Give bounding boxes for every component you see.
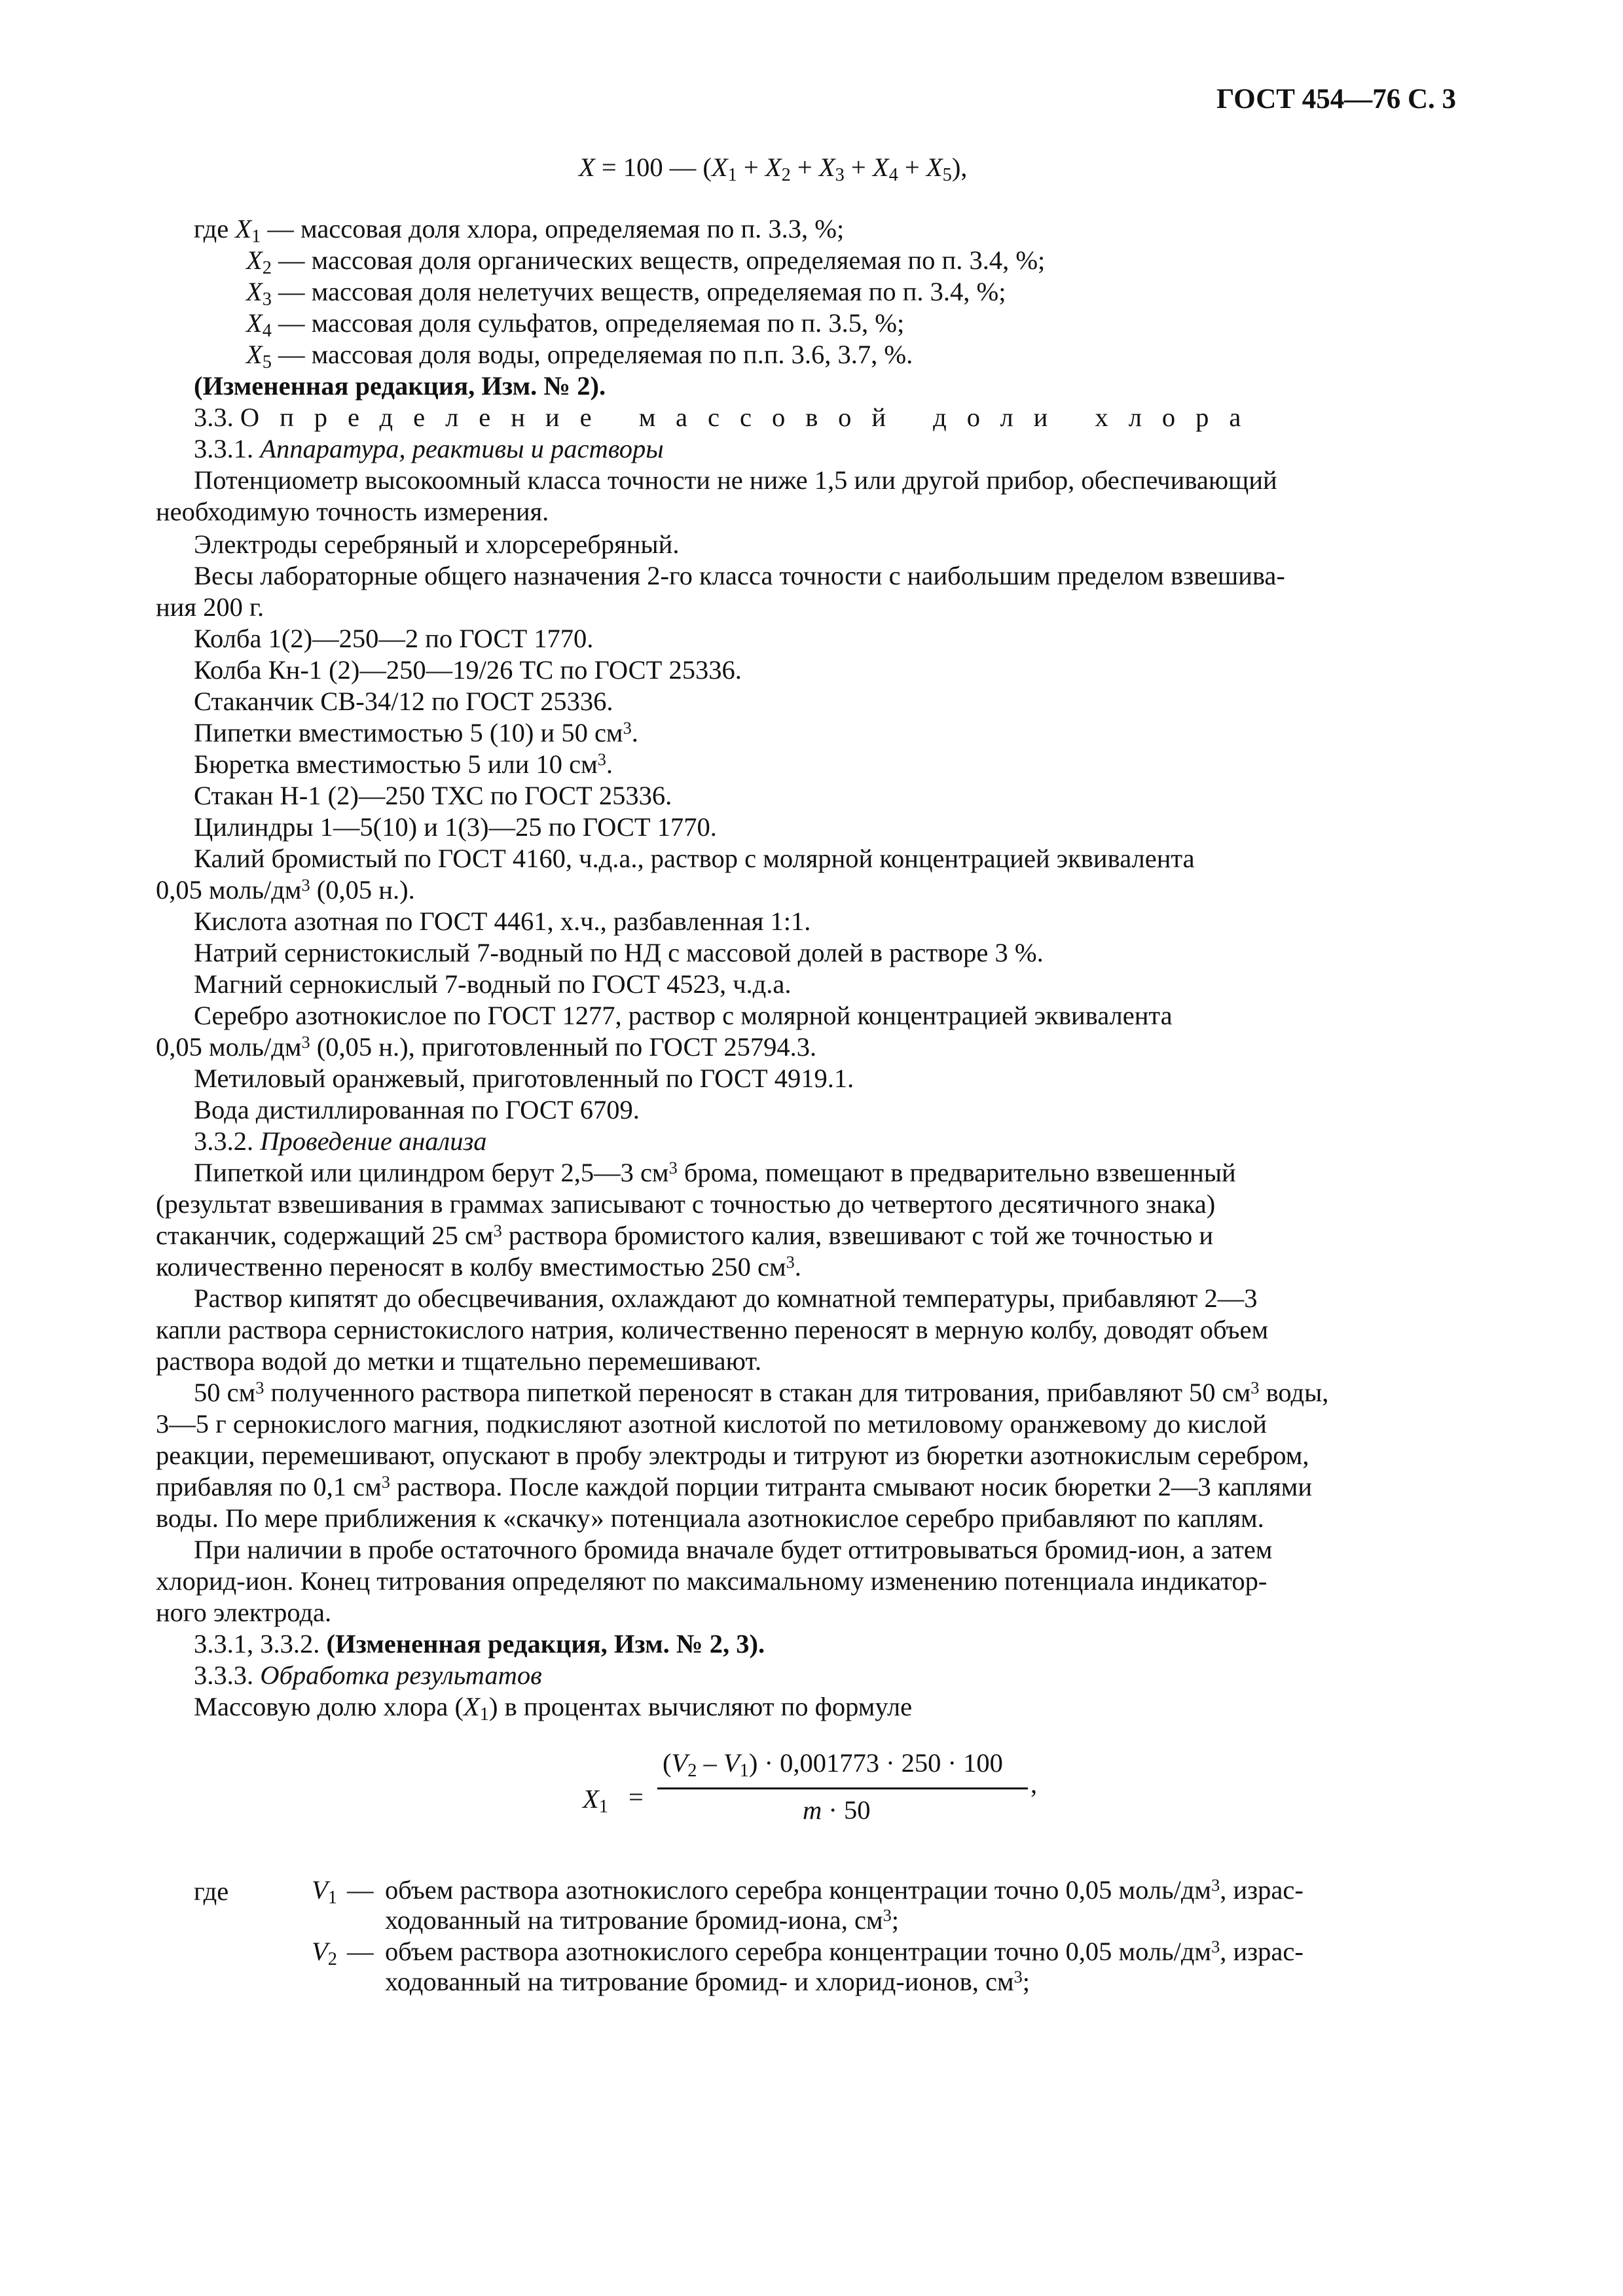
apparatus-line: Стакан Н-1 (2)—250 ТХС по ГОСТ 25336. [194,781,672,810]
analysis-paragraph-line: стаканчик, содержащий 25 $см^3$ раствора бромистого калия, взвешивают с той же точностью и [156,1221,1214,1250]
section-3-3-heading: 3.3. Определение массовой доли хлора [194,403,1262,432]
v1-dash: — [347,1875,374,1905]
v2-definition-line: ходованный на титрование бромид- и хлорид-ионов, $см^3$; [385,1967,1030,1996]
apparatus-line: Метиловый оранжевый, приготовленный по ГОСТ 4919.1. [194,1064,854,1093]
formula-lhs: $X_1$ [583,1784,608,1818]
analysis-paragraph-line: 50 $см^3$ полученного раствора пипеткой переносят в стакан для титрования, прибавляют 50 $см^3$ воды, [194,1378,1329,1407]
formula-equals: = [629,1782,644,1812]
apparatus-line: Весы лабораторные общего назначения 2-го класса точности с наибольшим пределом взвешива- [194,561,1285,590]
apparatus-line: Электроды серебряный и хлорсеребряный. [194,529,680,559]
var-x5-definition: $X_5$ — массовая доля воды, определяемая по п.п. 3.6, 3.7, %. [246,340,913,373]
apparatus-line: 0,05 моль/$дм^3$ (0,05 н.). [156,875,415,905]
analysis-paragraph-line: прибавляя по 0,1 $см^3$ раствора. После каждой порции титранта смывают носик бюретки 2—3 каплями [156,1472,1313,1501]
page-header: ГОСТ 454—76 С. 3 [1216,84,1456,115]
amendment-note: 3.3.1, 3.3.2. (Измененная редакция, Изм. № 2, 3). [194,1629,765,1659]
where-label: где [194,1876,229,1906]
apparatus-line: Цилиндры 1—5(10) и 1(3)—25 по ГОСТ 1770. [194,812,717,842]
var-x3-definition: $X_3$ — массовая доля нелетучих веществ, определяемая по п. 3.4, %; [246,277,1006,310]
formula-denominator: m · 50 [803,1795,871,1825]
v1-definition-line: ходованный на титрование бромид-иона, $см^3$; [385,1905,900,1935]
calculation-intro: Массовую долю хлора $(X_1)$ в процентах вычисляют по формуле [194,1692,913,1725]
apparatus-line: Потенциометр высокоомный класса точности не ниже 1,5 или другой прибор, обеспечивающий [194,465,1277,495]
analysis-paragraph-line: ного электрода. [156,1598,332,1627]
section-3-3-1-heading: 3.3.1. Аппаратура, реактивы и растворы [194,434,664,463]
analysis-paragraph-line: (результат взвешивания в граммах записывают с точностью до четвертого десятичного знака) [156,1189,1216,1219]
section-3-3-2-heading: 3.3.2. Проведение анализа [194,1126,487,1156]
apparatus-line: Натрий сернистокислый 7-водный по НД с массовой долей в растворе 3 %. [194,938,1044,967]
var-x2-definition: $X_2$ — массовая доля органических веществ, определяемая по п. 3.4, %; [246,245,1046,279]
analysis-paragraph-line: 3—5 г сернокислого магния, подкисляют азотной кислотой по метиловому оранжевому до кислой [156,1409,1267,1439]
analysis-paragraph-line: Пипеткой или цилиндром берут 2,5—3 $см^3$ брома, помещают в предварительно взвешенный [194,1158,1236,1187]
v1-definition-line: объем раствора азотнокислого серебра концентрации точно 0,05 моль/$дм^3$, израс- [385,1875,1304,1905]
apparatus-line: Кислота азотная по ГОСТ 4461, х.ч., разбавленная 1:1. [194,906,811,936]
apparatus-line: Калий бромистый по ГОСТ 4160, ч.д.а., раствор с молярной концентрацией эквивалента [194,844,1195,873]
apparatus-line: Колба 1(2)—250—2 по ГОСТ 1770. [194,624,594,653]
apparatus-line: Бюретка вместимостью 5 или 10 $см^3$. [194,749,613,779]
analysis-paragraph-line: воды. По мере приближения к «скачку» потенциала азотнокислое серебро прибавляют по каплям. [156,1503,1264,1533]
var-x4-definition: $X_4$ — массовая доля сульфатов, определяемая по п. 3.5, %; [246,308,905,342]
apparatus-line: Стаканчик СВ-34/12 по ГОСТ 25336. [194,687,613,716]
apparatus-line: Колба Кн-1 (2)—250—19/26 ТС по ГОСТ 25336. [194,655,742,685]
analysis-paragraph-line: хлорид-ион. Конец титрования определяют по максимальному изменению потенциала индикатор- [156,1566,1267,1596]
apparatus-line: Магний сернокислый 7-водный по ГОСТ 4523, ч.д.а. [194,969,792,999]
formula-total: X = 100 — $(X_1 + X_2 + X_3 + X_4 + X_5)$, [579,152,968,186]
v2-definition-line: объем раствора азотнокислого серебра концентрации точно 0,05 моль/$дм^3$, израс- [385,1937,1304,1966]
var-x1-definition: где $X_1$ — массовая доля хлора, определяемая по п. 3.3, %; [194,214,845,247]
formula-numerator: $(V_2 - V_1) \cdot 0,001773 \cdot 250 \cdot 100$ [663,1748,1003,1782]
analysis-paragraph-line: капли раствора сернистокислого натрия, количественно переносят в мерную колбу, доводят объем [156,1315,1269,1344]
section-3-3-3-heading: 3.3.3. Обработка результатов [194,1660,542,1690]
analysis-paragraph-line: раствора водой до метки и тщательно перемешивают. [156,1346,762,1376]
apparatus-line: необходимую точность измерения. [156,497,549,526]
apparatus-line: ния 200 г. [156,592,264,622]
v2-symbol: $V_2$ [312,1937,337,1970]
fraction-line [657,1787,1028,1789]
analysis-paragraph-line: Раствор кипятят до обесцвечивания, охлаждают до комнатной температуры, прибавляют 2—3 [194,1283,1258,1313]
v1-symbol: $V_1$ [312,1875,337,1909]
formula-comma: , [1030,1769,1038,1799]
analysis-paragraph-line: реакции, перемешивают, опускают в пробу электроды и титруют из бюретки азотнокислым серебром, [156,1441,1309,1470]
apparatus-line: 0,05 моль/$дм^3$ (0,05 н.), приготовленный по ГОСТ 25794.3. [156,1032,817,1062]
analysis-paragraph-line: При наличии в пробе остаточного бромида вначале будет оттитровываться бромид-ион, а затем [194,1535,1273,1564]
apparatus-line: Пипетки вместимостью 5 (10) и 50 $см^3$. [194,718,638,747]
v2-dash: — [347,1937,374,1966]
apparatus-line: Вода дистиллированная по ГОСТ 6709. [194,1095,640,1124]
apparatus-line: Серебро азотнокислое по ГОСТ 1277, раствор с молярной концентрацией эквивалента [194,1001,1173,1030]
amendment-note: (Измененная редакция, Изм. № 2). [194,371,606,401]
analysis-paragraph-line: количественно переносят в колбу вместимостью 250 $см^3$. [156,1252,801,1282]
